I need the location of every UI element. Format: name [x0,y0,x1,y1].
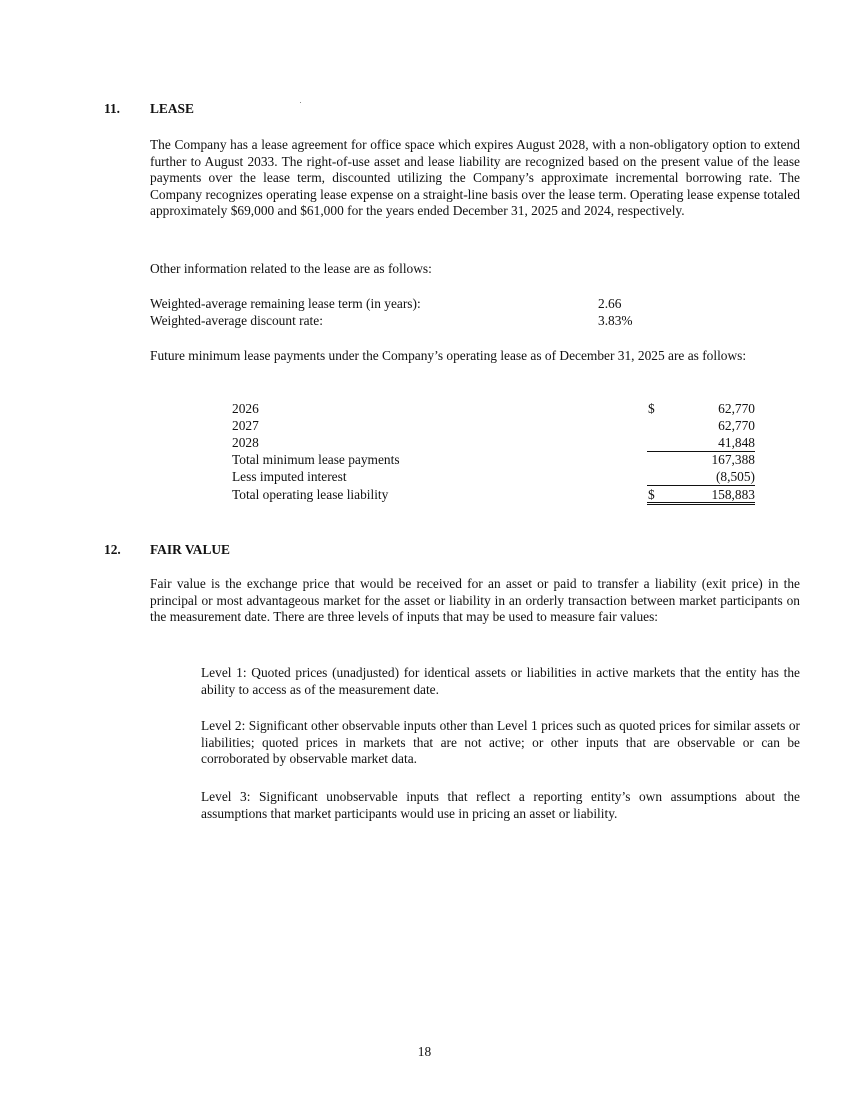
currency-symbol: $ [648,401,655,416]
info-label: Weighted-average discount rate: [150,313,323,328]
schedule-label: 2028 [232,435,259,450]
schedule-label: Total operating lease liability [232,487,389,502]
page-number: 18 [417,1044,432,1059]
schedule-label: Total minimum lease payments [232,452,400,467]
other-info-intro: Other information related to the lease are as follows: [150,261,432,276]
schedule-row-2028 [232,435,755,452]
schedule-amount: 41,848 [718,435,755,450]
total-double-rule [647,502,755,505]
interest-rule [647,485,755,486]
currency-symbol: $ [648,487,655,502]
info-label: Weighted-average remaining lease term (in years): [150,296,421,311]
section-11-title: LEASE [150,101,194,116]
info-value: 2.66 [598,296,622,311]
schedule-amount: 62,770 [718,401,755,416]
schedule-amount: 62,770 [718,418,755,433]
info-value: 3.83% [598,313,633,328]
schedule-amount: 167,388 [711,452,755,467]
future-payments-intro: Future minimum lease payments under the Company’s operating lease as of December 31, 2025 are as follows: [150,348,747,363]
schedule-row-2027 [232,418,755,435]
schedule-label: 2027 [232,418,259,433]
section-12-title: FAIR VALUE [150,542,230,557]
fair-value-paragraph: Fair value is the exchange price that would be received for an asset or paid to transfer a liability (exit price) in the principal or most advantageous market for the asset or liability in an orderly transaction between market participants on the measurement date. There are three levels of inputs that may be used to measure fair values: [150,576,800,625]
section-11-number: 11. [104,101,120,116]
scan-speck [300,102,301,103]
level-1-text: Level 1: Quoted prices (unadjusted) for identical assets or liabilities in active markets that the entity has the ability to access as of the measurement date. [201,665,800,697]
schedule-amount: 158,883 [711,487,755,502]
schedule-amount: (8,505) [715,469,755,484]
level-2-text: Level 2: Significant other observable inputs other than Level 1 prices such as quoted prices for similar assets or liabilities; quoted prices in markets that are not active; or other inputs that are observable or can be corroborated by observable market data. [201,718,800,767]
schedule-label: Less imputed interest [232,469,347,484]
schedule-row-total-minimum [232,452,755,469]
schedule-row-2026 [232,401,755,418]
info-row-remaining-term [150,296,750,313]
lease-paragraph: The Company has a lease agreement for office space which expires August 2028, with a non-obligatory option to extend further to August 2033. The right-of-use asset and lease liability are recognized based on the present value of the lease payments over the lease term, discounted utilizing the Company’s approximate incremental borrowing rate. The Company recognizes operating lease expense on a straight-line basis over the lease term. Operating lease expense totaled approximately $69,000 and $61,000 for the years ended December 31, 2025 and 2024, respectively. [150,137,800,219]
level-3-text: Level 3: Significant unobservable inputs that reflect a reporting entity’s own assumptions about the assumptions that market participants would use in pricing an asset or liability. [201,789,800,821]
schedule-row-imputed-interest [232,469,755,486]
section-12-number: 12. [104,542,121,557]
info-row-discount-rate [150,313,750,330]
schedule-label: 2026 [232,401,259,416]
